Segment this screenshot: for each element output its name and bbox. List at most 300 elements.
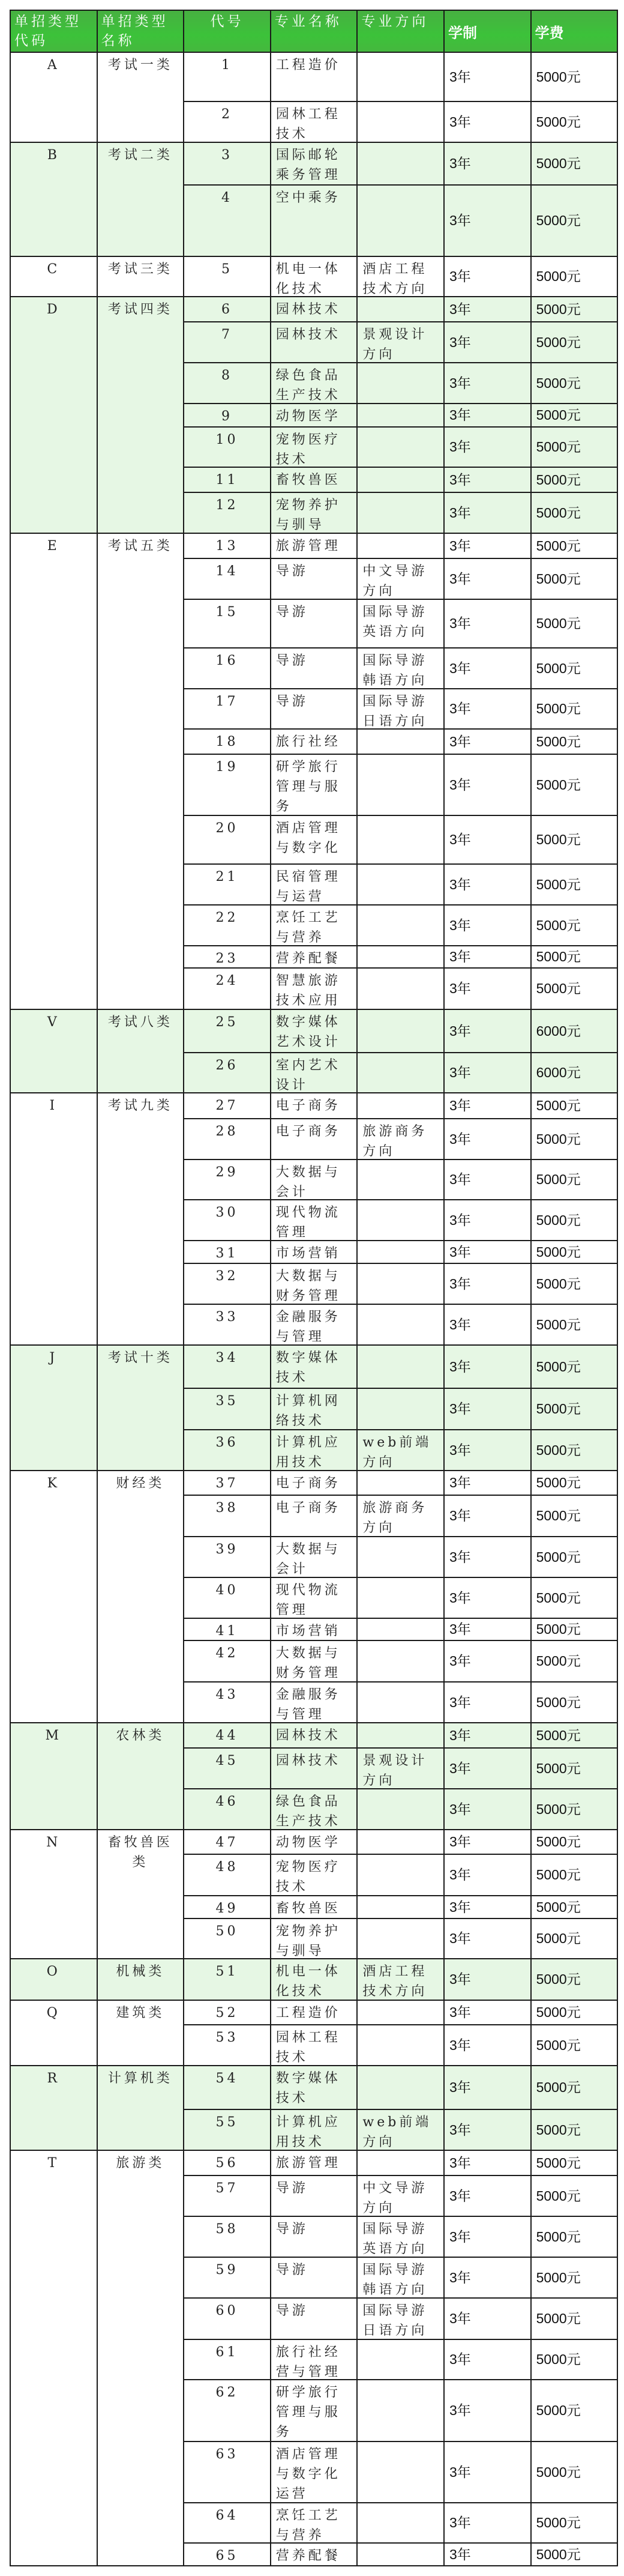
major-direction: [358, 2442, 443, 2502]
duration-cell: [444, 363, 531, 404]
major-direction-cell: [357, 142, 444, 185]
type-code: K: [47, 1476, 61, 1491]
type-code-cell: [10, 1345, 97, 1471]
major-code: 24: [215, 973, 239, 988]
major-direction: [358, 906, 443, 945]
major-direction-cell: [357, 2441, 444, 2503]
major-direction-cell: [357, 729, 444, 754]
duration: 3年: [449, 2037, 471, 2053]
tuition-fee: 5000元: [536, 1172, 581, 1187]
tuition-fee-cell: [531, 754, 618, 815]
major-name: 计算机应用技术: [275, 2115, 341, 2150]
major-code-cell: [184, 1537, 271, 1577]
major-code-cell: [184, 297, 271, 322]
major-code-cell: [184, 1789, 271, 1830]
duration: 3年: [449, 1401, 471, 1416]
major-direction: [358, 1200, 443, 1240]
major-name-cell: [271, 1723, 358, 1748]
duration: 3年: [449, 268, 471, 284]
tuition-fee: 5000元: [536, 1589, 581, 1606]
major-code-cell: [184, 1388, 271, 1430]
major-direction-cell: [357, 946, 444, 968]
major-code-cell: [184, 1618, 271, 1640]
major-name-cell: [271, 2175, 358, 2216]
duration: 3年: [449, 832, 471, 847]
tuition-fee-cell: [531, 1682, 618, 1723]
tuition-fee: 5000元: [536, 1971, 581, 1987]
duration: 3年: [449, 1899, 471, 1915]
major-code-cell: [184, 1053, 271, 1093]
major-direction-cell: [357, 754, 444, 815]
duration: 3年: [449, 2154, 471, 2171]
tuition-fee-cell: [531, 533, 618, 558]
major-direction: [358, 468, 443, 492]
type-name-cell: [97, 1471, 184, 1723]
duration: 3年: [449, 1549, 471, 1565]
duration-cell: [444, 2175, 531, 2216]
major-code: 7: [221, 327, 233, 342]
major-direction: 国际导游日语方向: [362, 2303, 428, 2338]
major-code: 55: [215, 2115, 239, 2130]
major-code: 14: [215, 564, 239, 579]
major-code-cell: [184, 1959, 271, 2000]
major-name: 园林工程技术: [275, 2030, 341, 2065]
major-name-cell: [271, 1160, 358, 1200]
major-code: 62: [215, 2385, 239, 2400]
major-code-cell: [184, 905, 271, 946]
duration-cell: [444, 492, 531, 533]
major-code: 41: [215, 1624, 239, 1639]
duration: 3年: [449, 2004, 471, 2020]
tuition-fee: 5000元: [536, 1316, 581, 1332]
major-name: 市场营销: [275, 1246, 341, 1261]
major-code: 25: [215, 1015, 239, 1030]
major-code-cell: [184, 946, 271, 968]
table-header-row: [10, 10, 617, 52]
major-name: 导游: [275, 2263, 308, 2278]
tuition-fee: 5000元: [536, 504, 581, 521]
major-code-cell: [184, 2066, 271, 2109]
tuition-fee-cell: [531, 2380, 618, 2441]
duration-cell: [444, 467, 531, 492]
major-name: 导游: [275, 2303, 308, 2318]
major-direction: [358, 2066, 443, 2109]
tuition-fee-cell: [531, 492, 618, 533]
tuition-fee-cell: [531, 2298, 618, 2339]
duration-cell: [444, 905, 531, 946]
major-name: 旅游管理: [275, 2156, 341, 2171]
duration-cell: [444, 1430, 531, 1471]
major-name-cell: [271, 2150, 358, 2175]
duration: 3年: [449, 1131, 471, 1147]
type-name-cell: [97, 1345, 184, 1471]
major-code: 35: [215, 1394, 239, 1409]
tuition-fee-cell: [531, 2066, 618, 2109]
type-name: 建筑类: [116, 2006, 165, 2021]
major-direction-cell: [357, 1053, 444, 1093]
tuition-fee-cell: [531, 322, 618, 363]
tuition-fee: 5000元: [536, 156, 581, 171]
type-name-cell: [97, 1009, 184, 1093]
tuition-fee: 5000元: [536, 1244, 581, 1260]
duration-cell: [444, 754, 531, 815]
tuition-fee-cell: [531, 2543, 618, 2566]
major-code: 23: [215, 951, 239, 966]
major-direction-cell: [357, 427, 444, 467]
major-direction-cell: [357, 2025, 444, 2066]
table-row: [10, 1723, 617, 1748]
major-name-cell: [271, 322, 358, 363]
major-name: 现代物流管理: [275, 1583, 341, 1618]
duration: 3年: [449, 2546, 471, 2562]
major-direction-cell: [357, 256, 444, 297]
tuition-fee-cell: [531, 1495, 618, 1537]
major-name-cell: [271, 1854, 358, 1896]
duration: 3年: [449, 2121, 471, 2138]
major-name-cell: [271, 1241, 358, 1263]
tuition-fee: 5000元: [536, 1621, 581, 1637]
major-code: 50: [215, 1924, 239, 1939]
major-name-cell: [271, 1748, 358, 1789]
major-direction-cell: [357, 2503, 444, 2543]
duration: 3年: [449, 876, 471, 892]
duration: 3年: [449, 2187, 471, 2204]
major-code-cell: [184, 2503, 271, 2543]
duration: 3年: [449, 1065, 471, 1080]
duration: 3年: [449, 2269, 471, 2285]
major-code-cell: [184, 427, 271, 467]
major-direction: 中文导游方向: [362, 2181, 428, 2216]
major-code: 30: [215, 1205, 239, 1220]
tuition-fee: 5000元: [536, 439, 581, 455]
duration-cell: [444, 2066, 531, 2109]
major-name-cell: [271, 1388, 358, 1430]
duration: 3年: [449, 949, 471, 964]
major-direction: [358, 1471, 443, 1495]
duration-cell: [444, 185, 531, 256]
duration: 3年: [449, 2079, 471, 2095]
major-name-cell: [271, 1093, 358, 1119]
major-name: 大数据与财务管理: [275, 1646, 341, 1681]
major-code: 49: [215, 1901, 239, 1916]
duration-cell: [444, 297, 531, 322]
type-code-cell: [10, 1471, 97, 1723]
major-direction: [358, 865, 443, 904]
duration-cell: [444, 2339, 531, 2380]
major-name: 民宿管理与运营: [275, 869, 341, 904]
table-row: [10, 1830, 617, 1854]
major-code-cell: [184, 2543, 271, 2566]
duration: 3年: [449, 1508, 471, 1523]
tuition-fee-cell: [531, 297, 618, 322]
major-direction: [358, 816, 443, 863]
major-code-cell: [184, 1495, 271, 1537]
major-code-cell: [184, 142, 271, 185]
major-direction: [358, 2001, 443, 2024]
major-direction-cell: [357, 492, 444, 533]
duration-cell: [444, 322, 531, 363]
major-direction: [358, 1855, 443, 1895]
major-name: 宠物医疗技术: [275, 432, 341, 467]
major-code: 38: [215, 1501, 239, 1516]
major-direction: [358, 428, 443, 467]
duration: 3年: [449, 504, 471, 521]
duration: 3年: [449, 1358, 471, 1374]
major-direction: [358, 186, 443, 256]
major-code-cell: [184, 1430, 271, 1471]
major-code-cell: [184, 1640, 271, 1682]
duration-cell: [444, 1640, 531, 1682]
major-code-cell: [184, 363, 271, 404]
tuition-fee-cell: [531, 1388, 618, 1430]
major-name: 宠物养护与驯导: [275, 1924, 341, 1958]
major-code-cell: [184, 2339, 271, 2380]
header-type-code: [10, 10, 97, 52]
major-code-cell: [184, 256, 271, 297]
major-code: 28: [215, 1124, 239, 1139]
major-name: 烹饪工艺与营养: [275, 910, 341, 945]
tuition-fee-cell: [531, 1789, 618, 1830]
major-direction: [358, 1830, 443, 1854]
major-direction-cell: [357, 1830, 444, 1854]
table-row: [10, 1471, 617, 1495]
duration: 3年: [449, 981, 471, 996]
type-code-cell: [10, 2150, 97, 2566]
major-name: 电子商务: [275, 1501, 341, 1516]
major-name-cell: [271, 1200, 358, 1241]
major-code: 3: [221, 148, 233, 163]
major-code: 40: [215, 1583, 239, 1598]
tuition-fee-cell: [531, 1918, 618, 1959]
major-code-cell: [184, 1682, 271, 1723]
type-code-cell: [10, 1959, 97, 2000]
duration-cell: [444, 1200, 531, 1241]
header-type-name: [97, 10, 184, 52]
duration: 3年: [449, 1971, 471, 1987]
duration: 3年: [449, 1316, 471, 1332]
tuition-fee-cell: [531, 185, 618, 256]
major-code: 17: [215, 694, 239, 709]
table-row: [10, 1959, 617, 2000]
duration-cell: [444, 2441, 531, 2503]
duration-cell: [444, 1345, 531, 1388]
type-code-cell: [10, 52, 97, 142]
major-direction-cell: [357, 1618, 444, 1640]
duration-cell: [444, 2380, 531, 2441]
duration-cell: [444, 1723, 531, 1748]
major-code: 60: [215, 2303, 239, 2318]
tuition-fee-cell: [531, 1119, 618, 1160]
major-code-cell: [184, 2150, 271, 2175]
tuition-fee-cell: [531, 1093, 618, 1119]
duration-cell: [444, 533, 531, 558]
major-direction: [358, 363, 443, 403]
major-name-cell: [271, 1896, 358, 1918]
major-direction: [358, 53, 443, 101]
major-name: 市场营销: [275, 1624, 341, 1639]
major-direction: [358, 2025, 443, 2065]
major-direction: [358, 1241, 443, 1263]
tuition-fee: 5000元: [536, 2515, 581, 2530]
major-code: 29: [215, 1165, 239, 1180]
duration-cell: [444, 689, 531, 729]
major-direction: [358, 1641, 443, 1681]
table-row: [10, 1009, 617, 1053]
major-direction-cell: [357, 1723, 444, 1748]
table-row: [10, 1093, 617, 1119]
tuition-fee: 5000元: [536, 334, 581, 350]
major-code: 64: [215, 2508, 239, 2523]
major-code: 33: [215, 1310, 239, 1325]
tuition-fee-cell: [531, 101, 618, 142]
major-name: 园林技术: [275, 1728, 341, 1743]
header-label: 学费: [535, 25, 564, 41]
type-code: N: [46, 1835, 61, 1850]
major-code-cell: [184, 2216, 271, 2257]
major-name: 大数据与会计: [275, 1165, 341, 1199]
duration: 3年: [449, 701, 471, 716]
major-direction: [358, 2151, 443, 2175]
major-direction: 酒店工程技术方向: [362, 262, 428, 296]
major-direction: [358, 1537, 443, 1577]
major-code-cell: [184, 1304, 271, 1345]
major-code: 59: [215, 2263, 239, 2278]
duration: 3年: [449, 776, 471, 793]
tuition-fee: 5000元: [536, 2187, 581, 2204]
major-name-cell: [271, 533, 358, 558]
tuition-fee: 5000元: [536, 1834, 581, 1849]
major-direction: [358, 1264, 443, 1304]
major-name: 金融服务与管理: [275, 1687, 341, 1722]
major-code-cell: [184, 1200, 271, 1241]
major-name-cell: [271, 185, 358, 256]
major-code-cell: [184, 754, 271, 815]
major-direction: 旅游商务方向: [362, 1501, 428, 1535]
tuition-fee-cell: [531, 946, 618, 968]
duration: 3年: [449, 2464, 471, 2480]
major-name-cell: [271, 968, 358, 1009]
major-code-cell: [184, 52, 271, 101]
duration-cell: [444, 101, 531, 142]
major-direction: [358, 1578, 443, 1618]
major-code-cell: [184, 1830, 271, 1854]
table-row: [10, 2150, 617, 2175]
table-body: [10, 52, 617, 2566]
type-name-cell: [97, 2000, 184, 2066]
major-code-cell: [184, 1345, 271, 1388]
major-name: 导游: [275, 605, 308, 620]
duration-cell: [444, 2543, 531, 2566]
table-row: [10, 142, 617, 185]
tuition-fee-cell: [531, 1053, 618, 1093]
duration: 3年: [449, 1589, 471, 1606]
major-code-cell: [184, 1471, 271, 1495]
major-code: 37: [215, 1476, 239, 1491]
duration-cell: [444, 52, 531, 101]
tuition-fee-cell: [531, 1304, 618, 1345]
major-name-cell: [271, 256, 358, 297]
duration-cell: [444, 1119, 531, 1160]
major-name: 动物医学: [275, 409, 341, 424]
major-code: 57: [215, 2181, 239, 2196]
duration-cell: [444, 1471, 531, 1495]
major-name-cell: [271, 754, 358, 815]
tuition-fee-cell: [531, 1640, 618, 1682]
major-name-cell: [271, 52, 358, 101]
duration: 3年: [449, 1212, 471, 1228]
major-direction-cell: [357, 1918, 444, 1959]
tuition-fee: 6000元: [536, 1023, 581, 1039]
tuition-fee: 5000元: [536, 2037, 581, 2053]
type-name-cell: [97, 1959, 184, 2000]
duration: 3年: [449, 334, 471, 350]
enrollment-table: [10, 10, 618, 2566]
major-name: 烹饪工艺与营养: [275, 2508, 341, 2542]
major-direction-cell: [357, 905, 444, 946]
duration-cell: [444, 1495, 531, 1537]
major-code-cell: [184, 101, 271, 142]
header-major: [271, 10, 358, 52]
major-name: 大数据与会计: [275, 1542, 341, 1577]
type-name-cell: [97, 2150, 184, 2566]
duration: 3年: [449, 2515, 471, 2530]
major-name-cell: [271, 1618, 358, 1640]
tuition-fee: 5000元: [536, 268, 581, 284]
major-code-cell: [184, 404, 271, 427]
major-direction: [358, 1789, 443, 1829]
type-name-cell: [97, 1723, 184, 1830]
header-label: 单招类型代码: [14, 14, 82, 49]
major-direction-cell: [357, 1537, 444, 1577]
major-name: 旅游管理: [275, 539, 341, 554]
major-direction: 国际导游韩语方向: [362, 2263, 428, 2297]
major-code-cell: [184, 533, 271, 558]
type-name: 考试四类: [107, 302, 173, 317]
major-direction: [358, 946, 443, 967]
type-name-cell: [97, 1830, 184, 1959]
major-name: 旅行社经营与管理: [275, 2345, 341, 2379]
type-code: I: [49, 1098, 58, 1113]
major-name-cell: [271, 1918, 358, 1959]
major-name: 国际邮轮乘务管理: [275, 148, 341, 183]
major-code: 65: [215, 2548, 239, 2563]
duration-cell: [444, 2000, 531, 2025]
tuition-fee-cell: [531, 363, 618, 404]
duration-cell: [444, 2503, 531, 2543]
major-code: 18: [215, 734, 239, 749]
type-code: C: [47, 262, 61, 277]
major-code: 45: [215, 1753, 239, 1768]
tuition-fee: 5000元: [536, 1358, 581, 1374]
major-name-cell: [271, 1830, 358, 1854]
tuition-fee: 5000元: [536, 2154, 581, 2171]
type-code: D: [46, 302, 61, 317]
major-name-cell: [271, 363, 358, 404]
tuition-fee-cell: [531, 1009, 618, 1053]
tuition-fee-cell: [531, 1959, 618, 2000]
duration-cell: [444, 599, 531, 648]
tuition-fee-cell: [531, 1160, 618, 1200]
tuition-fee-cell: [531, 1430, 618, 1471]
duration: 3年: [449, 733, 471, 749]
major-code: 42: [215, 1646, 239, 1661]
major-name-cell: [271, 2257, 358, 2298]
major-code: 11: [215, 473, 239, 488]
duration-cell: [444, 1053, 531, 1093]
major-name: 智慧旅游技术应用: [275, 973, 341, 1008]
major-direction-cell: [357, 1263, 444, 1304]
duration-cell: [444, 1388, 531, 1430]
